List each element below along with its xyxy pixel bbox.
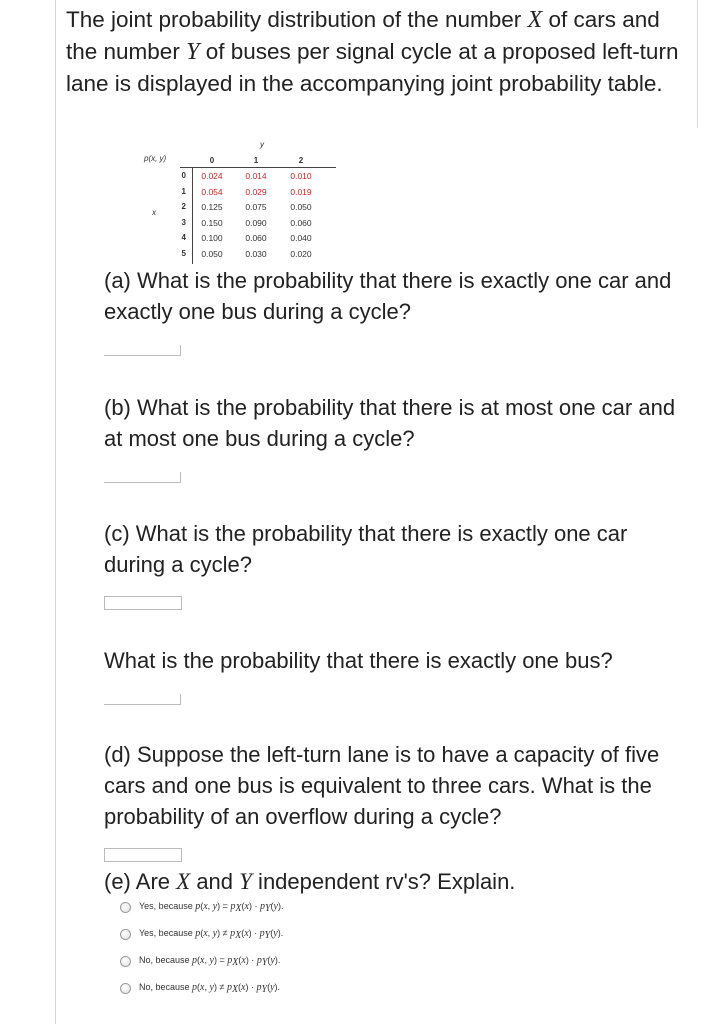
problem-intro: The joint probability distribution of the number X of cars and the number Y of buses per signal cycle at a proposed left-turn lane is displayed in the accompanying joint probability table. (66, 7, 679, 96)
question-e: (e) Are X and Y independent rv's? Explain. (104, 869, 516, 894)
table-cell: 0.030 (245, 248, 267, 259)
question-a: (a) What is the probability that there is exactly one car and exactly one bus during a cycle? (104, 268, 672, 324)
x-row-label: 4 (181, 233, 186, 242)
option-no-notequal[interactable] (120, 980, 280, 996)
x-row-label: 3 (181, 217, 186, 227)
question-c-bus: What is the probability that there is exactly one bus? (104, 648, 613, 673)
option-yes-equal[interactable] (120, 899, 284, 915)
table-cell: 0.060 (290, 217, 312, 228)
x-row-label: 0 (181, 171, 186, 180)
option-no-equal[interactable] (120, 953, 280, 969)
answer-c-bus-input[interactable] (104, 694, 181, 705)
radio-button[interactable] (120, 983, 131, 994)
question-b: (b) What is the probability that there is at most one car and at most one bus during a cycle? (104, 395, 676, 451)
y-axis-label: y (260, 140, 264, 149)
table-cell: 0.100 (201, 233, 223, 243)
y-column-header: 0 (209, 156, 215, 165)
y-column-header: 2 (298, 156, 304, 165)
table-cell: 0.014 (245, 171, 267, 181)
table-cell: 0.040 (290, 233, 312, 243)
radio-button[interactable] (120, 929, 131, 940)
answer-b-input[interactable] (104, 472, 181, 483)
radio-button[interactable] (120, 902, 131, 913)
table-cell: 0.125 (201, 202, 223, 212)
option-label: Yes, because p(x, $y) = p_X(x) \cdot p_Y(y)$. (139, 900, 284, 914)
option-yes-notequal[interactable] (120, 926, 283, 942)
x-axis-label: x (152, 208, 156, 217)
option-label: No, because p(x, $y) \ne p_X(x) \cdot p_Y(y)$. (139, 981, 281, 995)
radio-button[interactable] (120, 956, 131, 967)
left-border-line (55, 0, 56, 1024)
table-cell: 0.060 (245, 233, 267, 243)
option-label: Yes, because p(x, $y) \ne p_X(x) \cdot p_Y(y)$. (139, 927, 284, 941)
answer-a-input[interactable] (104, 345, 181, 356)
table-cell: 0.024 (201, 171, 223, 181)
table-cell: 0.019 (290, 186, 312, 197)
x-row-label: 1 (181, 186, 186, 196)
question-d: (d) Suppose the left-turn lane is to have a capacity of five cars and one bus is equivalent to three cars. What is the probability of an overflow during a cycle? (104, 742, 660, 829)
joint-probability-table (136, 140, 336, 265)
answer-d-input[interactable] (104, 848, 182, 862)
table-cell: 0.050 (290, 202, 312, 212)
table-header-rule (180, 167, 336, 168)
table-cell: 0.150 (201, 217, 223, 228)
table-cell: 0.050 (201, 248, 223, 259)
y-column-header: 1 (253, 156, 259, 165)
table-cell: 0.054 (201, 186, 223, 197)
pxy-label: p(x, y) (144, 154, 167, 163)
x-row-label: 2 (181, 202, 186, 211)
answer-c-input[interactable] (104, 596, 182, 610)
question-c: (c) What is the probability that there is exactly one car during a cycle? (104, 521, 628, 577)
right-border-line (697, 0, 698, 128)
table-cell: 0.075 (245, 202, 267, 212)
table-cell: 0.029 (245, 186, 267, 197)
option-label: No, because p(x, $y) = p_X(x) \cdot p_Y(y)$. (139, 954, 281, 968)
table-cell: 0.010 (290, 171, 312, 181)
x-row-label: 5 (181, 248, 186, 258)
table-cell: 0.090 (245, 217, 267, 228)
table-cell: 0.020 (290, 248, 312, 259)
